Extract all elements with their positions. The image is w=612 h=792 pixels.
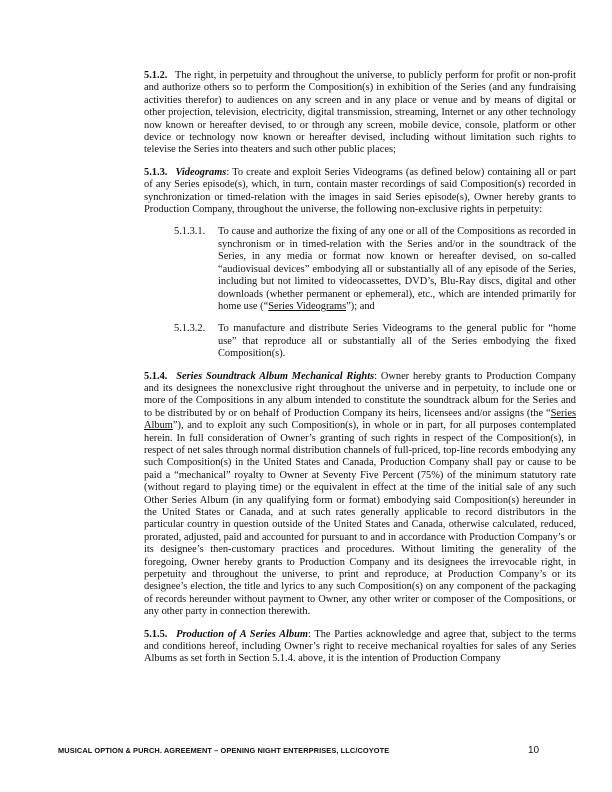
section-number: 5.1.4. — [144, 370, 168, 382]
section-title: Series Soundtrack Album Mechanical Rights — [176, 370, 375, 382]
page-footer: MUSICAL OPTION & PURCH. AGREEMENT – OPENING NIGHT ENTERPRISES, LLC/COYOTE — [58, 746, 390, 755]
page-number: 10 — [528, 745, 540, 756]
section-text-end: ”), and to exploit any such Composition(s), in whole or in part, for all purposes contemplated herein. In full consideration of Owner’s granting of such rights in respect of the Composition(s), in respect of net sales through normal distribution channels of full-priced, top-line records embodying any such Composition(s) in the United States and Canada, Production Company shall pay or cause to be paid a “mechanical” royalty to Owner at Seventy Five Percent (75%) of the minimum statutory rate (without regard to playing time) or the equivalent in effect at the time of the initial sale of any such Other Series Album (in any qualifying form or format) embodying said Composition(s) hereunder in the United States or Canada, and at such rates generally applicable to record distributors in the particular country in question outside of the United States and Canada, otherwise calculated, reduced, prorated, adjusted, paid and accounted for pursuant to and in accordance with Production Company’s or its designee’s then-customary practices and procedures. Without limiting the generality of the foregoing, Owner hereby grants to Production Company and its designees the irrevocable right, in perpetuity and throughout the universe, to print and reproduce, at Production Company’s or its designee’s election, the title and lyrics to any such Composition(s) on any component of the packaging of records hereunder without payment to Owner, any other writer or composer of the Compositions, or any other party in connection therewith. — [144, 420, 576, 618]
section-text: : The Parties acknowledge and agree that, subject to the terms and conditions hereof, including Owner’s right to receive mechanical royalties for sales of any Series Albums as set forth in Section 5.1.4. above, it is the intention of Production Company — [144, 628, 576, 665]
document-body — [144, 70, 576, 676]
section-5-1-5 — [144, 629, 576, 666]
section-text: To manufacture and distribute Series Videograms to the general public for “home use” that reproduce all or substantially all of the Series embodying the fixed Composition(s). — [218, 323, 576, 360]
section-5-1-3 — [144, 167, 576, 217]
section-text-end: ”); and — [346, 300, 375, 312]
section-number: 5.1.5. — [144, 628, 168, 640]
section-text: The right, in perpetuity and throughout the universe, to publicly perform for profit or non-profit and authorize others so to perform the Composition(s) in exhibition of the Series (and any fundraising activities therefor) to audiences on any screen and in any place or venue and by means of digital or other projection, television, electricity, digital transmission, streaming, Internet or any other technology now known or hereafter devised, to or through any screen, mobile device, console, platform or other device or technology now known or hereafter devised, including without limitation such rights to televise the Series into theaters and such other public places; — [144, 70, 576, 156]
section-5-1-2 — [144, 70, 576, 157]
defined-term: Series Videograms — [268, 300, 347, 312]
section-number: 5.1.3.1. — [174, 226, 206, 238]
section-number: 5.1.3.2. — [174, 323, 206, 335]
section-title: Videograms — [175, 166, 227, 178]
section-number: 5.1.2. — [144, 70, 168, 81]
section-5-1-4 — [144, 371, 576, 619]
section-5-1-3-2 — [144, 323, 576, 360]
defined-term: Series Album — [144, 407, 576, 432]
section-text: To cause and authorize the fixing of any one or all of the Compositions as recorded in synchronism or in timed-relation with the Series and/or in the soundtrack of the Series, in any media or format now known or hereafter devised, on so-called “audiovisual devices” embodying all or substantially all of any episode of the Series, including but not limited to videocassettes, DVD’s, Blu-Ray discs, digital and other downloads (whether permanent or ephemeral), etc., which are intended primarily for home use (“ — [218, 226, 576, 312]
section-text: : Owner hereby grants to Production Company and its designees the nonexclusive right throughout the universe and in perpetuity, to include one or more of the Compositions in any album intended to constitute the soundtrack album for the Series and to be distributed by or on behalf of Production Company its heirs, licensees and/or assigns (the “ — [144, 370, 576, 419]
section-number: 5.1.3. — [144, 166, 168, 178]
section-title: Production of A Series Album — [176, 628, 308, 640]
section-5-1-3-1 — [144, 226, 576, 313]
section-text: : To create and exploit Series Videograms (as defined below) containing all or part of any Series episode(s), which, in turn, contain master recordings of said Composition(s) recorded in synchronization or timed-relation with the images in said Series episode(s), Owner hereby grants to Production Company, throughout the universe, the following non-exclusive rights in perpetuity: — [144, 166, 576, 216]
